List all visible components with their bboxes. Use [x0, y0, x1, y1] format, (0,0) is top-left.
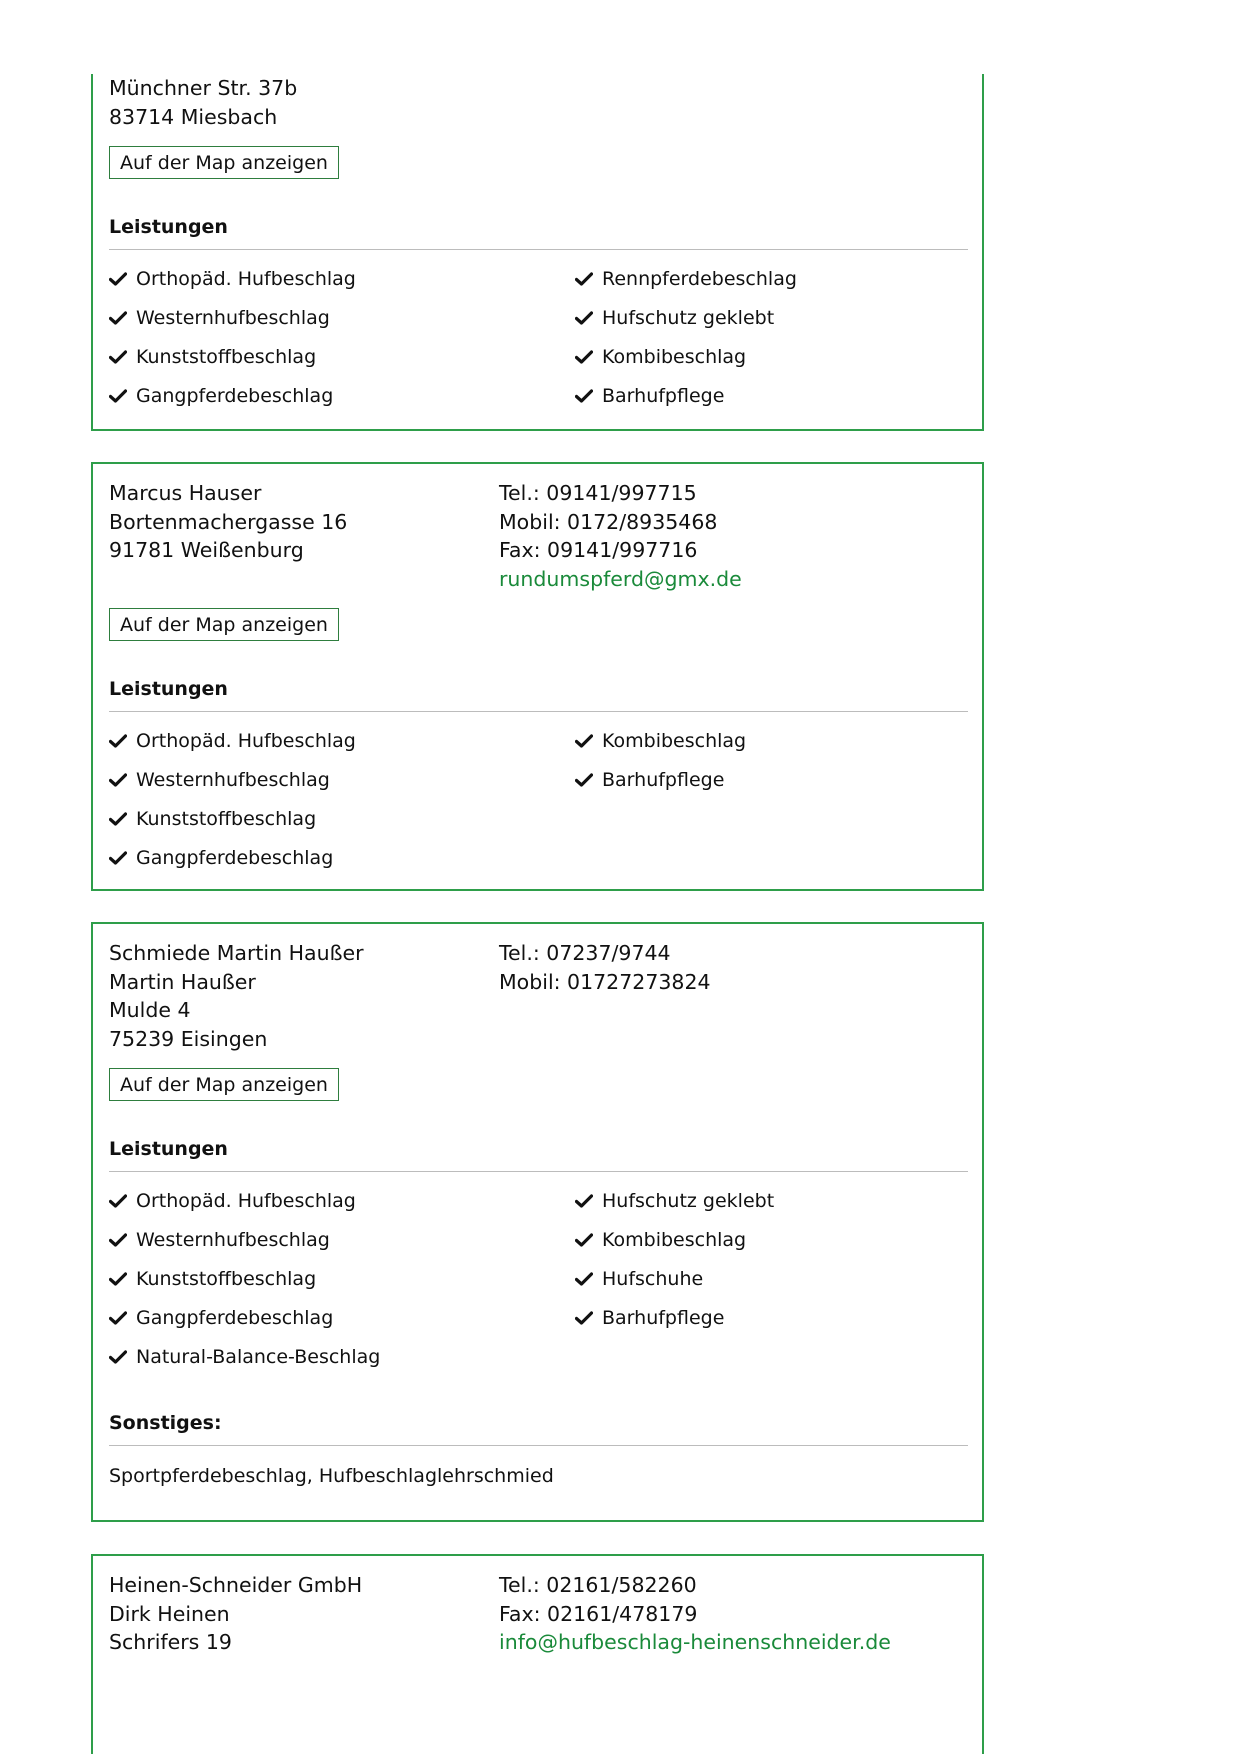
service-label: Westernhufbeschlag	[136, 769, 330, 791]
checkmark-icon	[109, 311, 127, 325]
email-link[interactable]: info@hufbeschlag-heinenschneider.de	[499, 1630, 891, 1654]
contact-line: Tel.: 07237/9744	[499, 941, 671, 965]
checkmark-icon	[575, 773, 593, 787]
service-label: Kombibeschlag	[602, 346, 747, 368]
address-line: Schmiede Martin Haußer	[109, 941, 364, 965]
service-label: Barhufpflege	[602, 1307, 725, 1329]
listing-card	[91, 922, 984, 1522]
address-line: Münchner Str. 37b	[109, 76, 298, 100]
service-label: Barhufpflege	[602, 385, 725, 407]
contact-line: Tel.: 02161/582260	[499, 1573, 697, 1597]
checkmark-icon	[109, 389, 127, 403]
service-label: Hufschuhe	[602, 1268, 704, 1290]
service-label: Gangpferdebeschlag	[136, 1307, 334, 1329]
checkmark-icon	[575, 389, 593, 403]
address-line: Heinen-Schneider GmbH	[109, 1573, 363, 1597]
listing-card	[91, 1554, 984, 1754]
address-line: Dirk Heinen	[109, 1601, 230, 1626]
service-label: Kunststoffbeschlag	[136, 1268, 317, 1290]
contact-line: Mobil: 01727273824	[499, 969, 711, 994]
divider	[109, 1445, 968, 1446]
service-label: Orthopäd. Hufbeschlag	[136, 268, 356, 290]
listing-card	[91, 462, 984, 891]
checkmark-icon	[109, 773, 127, 787]
divider	[109, 1171, 968, 1172]
divider	[109, 249, 968, 250]
address-line: 91781 Weißenburg	[109, 538, 304, 562]
address-line: 75239 Eisingen	[109, 1026, 268, 1051]
checkmark-icon	[575, 1272, 593, 1286]
checkmark-icon	[109, 1272, 127, 1286]
listing-card	[91, 74, 984, 431]
checkmark-icon	[575, 734, 593, 748]
checkmark-icon	[109, 734, 127, 748]
service-label: Orthopäd. Hufbeschlag	[136, 1190, 356, 1212]
address-line: Schrifers 19	[109, 1630, 232, 1654]
services-heading: Leistungen	[109, 678, 228, 700]
address-line: Mulde 4	[109, 998, 191, 1022]
address-line: Martin Haußer	[109, 969, 256, 994]
show-on-map-button[interactable]: Auf der Map anzeigen	[109, 146, 339, 179]
checkmark-icon	[575, 1311, 593, 1325]
checkmark-icon	[109, 350, 127, 364]
service-label: Westernhufbeschlag	[136, 307, 330, 329]
contact-line: Fax: 09141/997716	[499, 538, 698, 562]
service-label: Barhufpflege	[602, 769, 725, 791]
checkmark-icon	[575, 311, 593, 325]
checkmark-icon	[109, 851, 127, 865]
divider	[109, 711, 968, 712]
misc-heading: Sonstiges:	[109, 1412, 222, 1434]
checkmark-icon	[575, 1194, 593, 1208]
services-heading: Leistungen	[109, 1138, 228, 1160]
checkmark-icon	[575, 1233, 593, 1247]
contact-line: Mobil: 0172/8935468	[499, 509, 718, 534]
checkmark-icon	[109, 272, 127, 286]
address-line: Marcus Hauser	[109, 481, 262, 505]
service-label: Kunststoffbeschlag	[136, 346, 317, 368]
checkmark-icon	[109, 812, 127, 826]
service-label: Kombibeschlag	[602, 730, 747, 752]
address-line: 83714 Miesbach	[109, 104, 278, 129]
service-label: Rennpferdebeschlag	[602, 268, 797, 290]
checkmark-icon	[109, 1233, 127, 1247]
checkmark-icon	[575, 272, 593, 286]
address-line: Bortenmachergasse 16	[109, 509, 348, 534]
contact-line: Tel.: 09141/997715	[499, 481, 697, 505]
service-label: Hufschutz geklebt	[602, 1190, 775, 1212]
service-label: Kombibeschlag	[602, 1229, 747, 1251]
email-link[interactable]: rundumspferd@gmx.de	[499, 566, 742, 591]
show-on-map-button[interactable]: Auf der Map anzeigen	[109, 608, 339, 641]
services-heading: Leistungen	[109, 216, 228, 238]
service-label: Orthopäd. Hufbeschlag	[136, 730, 356, 752]
service-label: Gangpferdebeschlag	[136, 385, 334, 407]
service-label: Kunststoffbeschlag	[136, 808, 317, 830]
contact-line: Fax: 02161/478179	[499, 1601, 698, 1626]
checkmark-icon	[109, 1194, 127, 1208]
service-label: Natural-Balance-Beschlag	[136, 1346, 381, 1368]
service-label: Hufschutz geklebt	[602, 307, 775, 329]
misc-text: Sportpferdebeschlag, Hufbeschlaglehrschmied	[109, 1465, 554, 1487]
checkmark-icon	[109, 1350, 127, 1364]
service-label: Westernhufbeschlag	[136, 1229, 330, 1251]
service-label: Gangpferdebeschlag	[136, 847, 334, 869]
checkmark-icon	[575, 350, 593, 364]
show-on-map-button[interactable]: Auf der Map anzeigen	[109, 1068, 339, 1101]
checkmark-icon	[109, 1311, 127, 1325]
